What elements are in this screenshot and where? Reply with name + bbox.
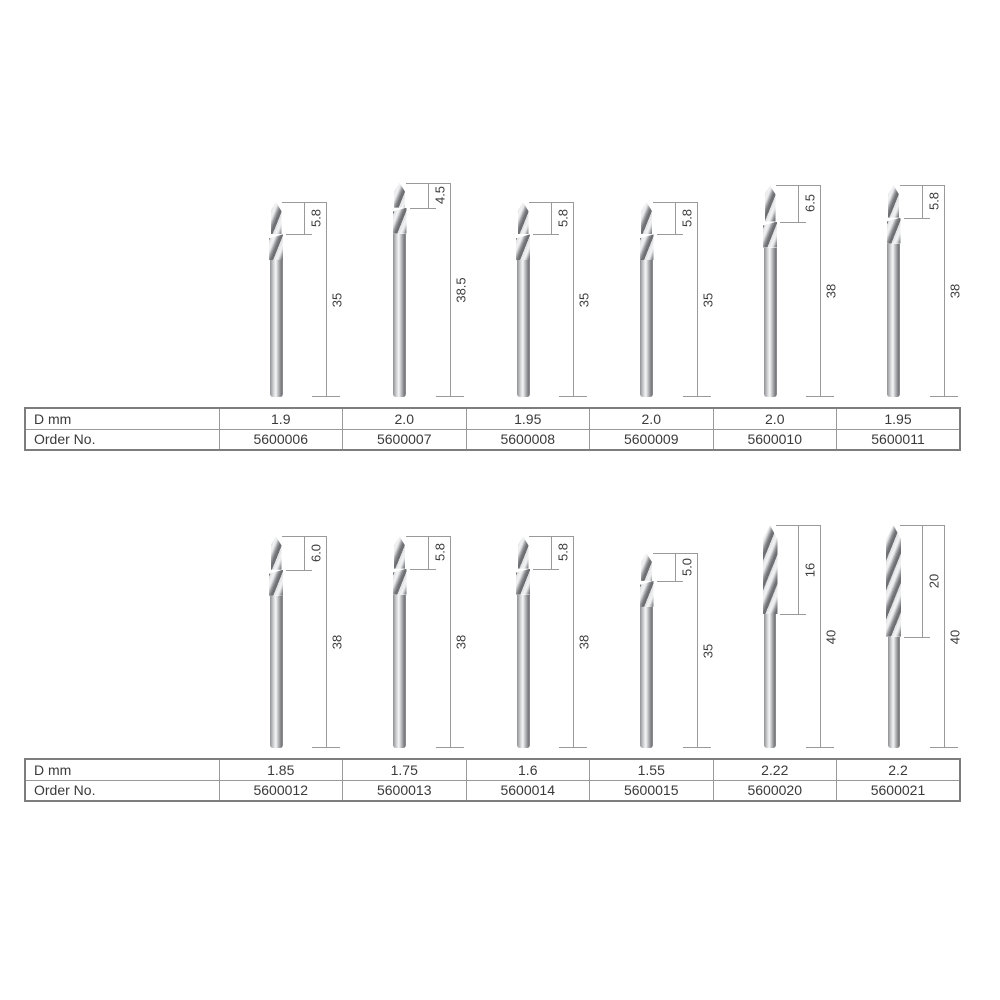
spec-table-1	[24, 407, 961, 451]
tip-length-label: 5.8	[679, 209, 694, 228]
dimension-line	[573, 536, 574, 748]
diameter-row	[25, 408, 960, 429]
drill-pilot-tip	[394, 536, 405, 568]
tip-length-label: 5.8	[555, 209, 571, 228]
tip-length-label: 5.0	[679, 557, 694, 577]
diameter-value: 1.95	[466, 408, 590, 429]
drill-figure	[218, 202, 345, 397]
dimension-line	[683, 747, 711, 748]
overall-length-label: 35	[576, 292, 592, 307]
drill-bit	[248, 202, 304, 397]
drill-bit	[495, 202, 551, 397]
dimension-line	[326, 202, 327, 397]
order-number: 5600009	[590, 429, 714, 450]
order-number: 5600021	[837, 780, 961, 801]
order-number: 5600008	[466, 429, 590, 450]
drill-flute	[393, 569, 407, 595]
order-row	[25, 780, 960, 801]
drill-shank	[393, 595, 406, 748]
dimension-line	[559, 396, 587, 397]
dimension-line	[428, 536, 429, 568]
dimension-line	[573, 202, 574, 397]
drill-pilot-tip	[641, 202, 652, 234]
drill-pilot-tip	[518, 202, 529, 234]
overall-length-label: 40	[947, 629, 962, 644]
dimension-line	[904, 218, 930, 219]
dimension-line	[657, 234, 683, 235]
drill-flute	[640, 234, 654, 260]
dimension-line	[930, 396, 958, 397]
tip-length-label: 6.5	[802, 194, 818, 213]
dimension-line	[436, 396, 464, 397]
overall-length-label: 35	[700, 643, 715, 658]
dimension-line	[904, 637, 930, 638]
drill-shank	[270, 260, 283, 397]
dimension-line	[286, 570, 312, 571]
drill-bit	[619, 202, 675, 397]
drill-bit	[619, 553, 675, 748]
drill-figure	[342, 183, 466, 397]
dimension-line	[675, 202, 676, 234]
drill-shank	[887, 244, 900, 397]
dimension-line	[326, 536, 327, 748]
diameter-value: 1.75	[343, 759, 467, 780]
overall-length-label: 38.5	[453, 277, 468, 303]
order-number: 5600006	[219, 429, 343, 450]
order-number: 5600015	[590, 780, 714, 801]
dimension-line	[806, 396, 834, 397]
overall-length-label: 38	[453, 634, 468, 650]
diameter-value: 2.0	[590, 408, 714, 429]
dimension-line	[551, 202, 552, 234]
drill-flute	[886, 525, 901, 636]
tip-length-label: 6.0	[308, 544, 324, 563]
drill-shank	[517, 595, 530, 748]
dimension-line	[533, 234, 559, 235]
diameter-value: 2.0	[713, 408, 837, 429]
dimension-line	[697, 202, 698, 397]
drill-flute	[269, 234, 283, 260]
drill-pilot-tip	[641, 553, 652, 581]
diameter-row-label: D mm	[25, 759, 219, 780]
dimension-line	[312, 396, 340, 397]
dimension-line	[798, 185, 799, 221]
drill-flute	[516, 569, 530, 595]
tip-length-label: 5.8	[555, 543, 571, 562]
order-number: 5600020	[713, 780, 837, 801]
diameter-value: 2.22	[713, 759, 837, 780]
drill-flute	[516, 234, 530, 260]
drill-shank	[640, 260, 653, 397]
drill-pilot-tip	[888, 185, 899, 217]
drill-flute	[640, 581, 654, 607]
diameter-value: 1.6	[466, 759, 590, 780]
drill-flute	[763, 222, 777, 248]
drill-figure	[589, 553, 713, 748]
drill-pilot-tip	[271, 202, 282, 234]
dimension-line	[533, 569, 559, 570]
drill-shank	[764, 614, 776, 748]
diameter-value: 1.9	[219, 408, 343, 429]
diameter-value: 2.0	[343, 408, 467, 429]
drill-pilot-tip	[271, 536, 282, 569]
drill-figure	[465, 536, 592, 748]
overall-length-label: 38	[329, 634, 345, 650]
diameter-row	[25, 759, 960, 780]
drill-shank	[393, 234, 406, 397]
dimension-line	[304, 536, 305, 569]
dimension-line	[806, 747, 834, 748]
order-number: 5600010	[713, 429, 837, 450]
dimension-line	[551, 536, 552, 568]
drill-figure	[712, 185, 839, 397]
drill-shank	[270, 596, 283, 748]
drill-shank	[888, 637, 900, 748]
drill-flute	[393, 208, 407, 234]
drill-figure	[589, 202, 713, 397]
drill-flute	[887, 218, 901, 244]
diameter-value: 2.2	[837, 759, 961, 780]
order-number: 5600012	[219, 780, 343, 801]
order-number: 5600013	[343, 780, 467, 801]
dimension-line	[428, 183, 429, 208]
dimension-line	[780, 222, 806, 223]
dimension-line	[410, 569, 436, 570]
drill-figure	[342, 536, 466, 748]
drill-figure	[712, 525, 839, 748]
drill-shank	[764, 248, 777, 397]
dimension-line	[780, 614, 806, 615]
dimension-line	[922, 525, 923, 636]
drill-bit	[742, 185, 798, 397]
figure-row-1	[218, 183, 962, 397]
tip-length-label: 5.8	[432, 543, 447, 562]
overall-length-label: 38	[947, 283, 962, 299]
spec-table-2	[24, 758, 961, 802]
diameter-value: 1.55	[590, 759, 714, 780]
dimension-line	[450, 536, 451, 748]
drill-figure	[836, 525, 960, 748]
dimension-line	[683, 396, 711, 397]
dimension-line	[820, 525, 821, 748]
order-row-label: Order No.	[25, 429, 219, 450]
drill-bit	[248, 536, 304, 748]
overall-length-label: 40	[823, 629, 839, 644]
dimension-line	[304, 202, 305, 234]
overall-length-label: 38	[823, 283, 839, 299]
dimension-line	[436, 747, 464, 748]
dimension-line	[450, 183, 451, 397]
drill-pilot-tip	[518, 536, 529, 568]
order-number: 5600011	[837, 429, 961, 450]
tip-length-label: 4.5	[432, 186, 447, 205]
dimension-line	[675, 553, 676, 581]
drill-pilot-tip	[394, 183, 405, 208]
order-row	[25, 429, 960, 450]
figure-row-2	[218, 525, 962, 748]
drill-bit	[742, 525, 798, 748]
diameter-row-label: D mm	[25, 408, 219, 429]
diameter-value: 1.85	[219, 759, 343, 780]
dimension-line	[286, 234, 312, 235]
drill-shank	[640, 607, 653, 748]
dimension-line	[944, 525, 945, 748]
dimension-line	[930, 747, 958, 748]
dimension-line	[798, 525, 799, 614]
overall-length-label: 38	[576, 634, 592, 650]
order-number: 5600014	[466, 780, 590, 801]
drill-flute	[269, 570, 283, 596]
tip-length-label: 20	[926, 573, 941, 589]
dimension-line	[922, 185, 923, 217]
dimension-line	[697, 553, 698, 748]
tip-length-label: 16	[802, 562, 818, 577]
dimension-line	[312, 747, 340, 748]
drill-flute	[763, 525, 778, 614]
dimension-line	[410, 208, 436, 209]
dimension-line	[559, 747, 587, 748]
drill-figure	[218, 536, 345, 748]
tip-length-label: 5.8	[926, 192, 941, 211]
diameter-value: 1.95	[837, 408, 961, 429]
drill-pilot-tip	[765, 185, 776, 221]
drill-shank	[517, 260, 530, 397]
drill-figure	[836, 185, 960, 397]
order-number: 5600007	[343, 429, 467, 450]
dimension-line	[820, 185, 821, 397]
overall-length-label: 35	[700, 292, 715, 307]
dimension-line	[944, 185, 945, 397]
dimension-line	[657, 581, 683, 582]
tip-length-label: 5.8	[308, 209, 324, 228]
drill-bit	[372, 183, 428, 397]
overall-length-label: 35	[329, 292, 345, 307]
drill-figure	[465, 202, 592, 397]
order-row-label: Order No.	[25, 780, 219, 801]
